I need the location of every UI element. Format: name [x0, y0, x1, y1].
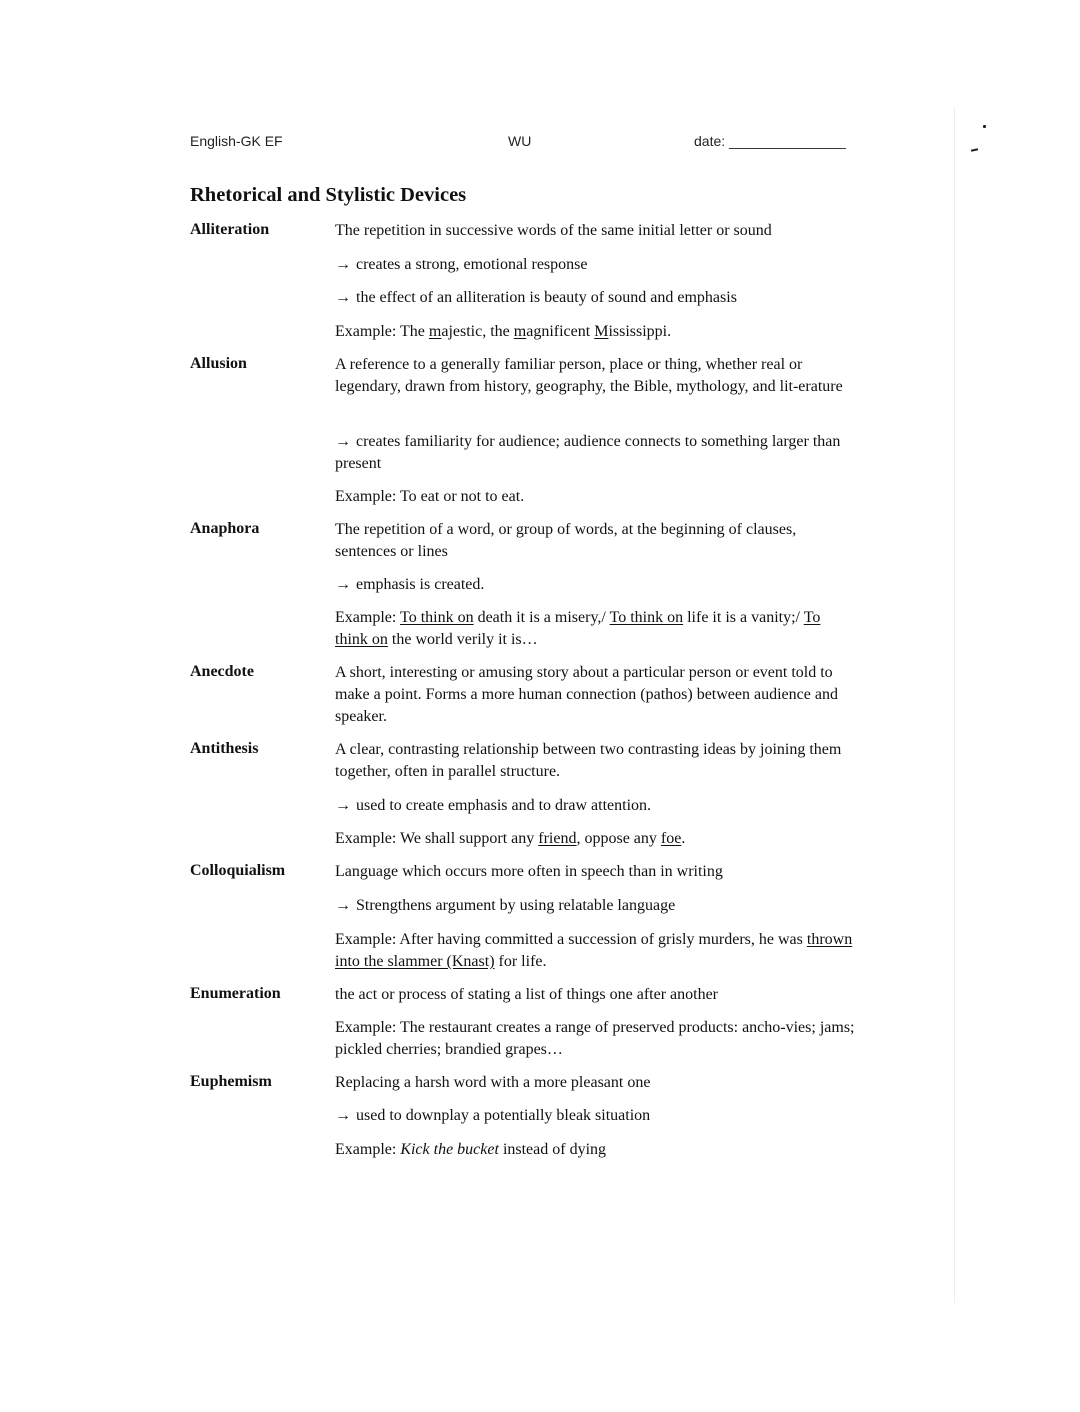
- term-alliteration: Alliteration: [190, 221, 270, 238]
- date-label: date:: [694, 133, 726, 149]
- allusion-definition: A reference to a generally familiar person, place or thing, whether real or legendary, drawn from history, geography, the Bible, mythology, and lit-erature: [335, 356, 843, 395]
- date-blank: _______________: [729, 133, 846, 149]
- alliteration-effect-1: → creates a strong, emotional response: [335, 256, 588, 273]
- euphemism-effect: → used to downplay a potentially bleak situation: [335, 1107, 651, 1124]
- euphemism-definition: Replacing a harsh word with a more pleasant one: [335, 1074, 651, 1091]
- arrow-icon: →: [335, 797, 351, 814]
- scan-mark: [971, 148, 978, 151]
- colloquialism-definition: Language which occurs more often in speech than in writing: [335, 863, 723, 880]
- arrow-icon: →: [335, 289, 351, 306]
- euphemism-example: Example: Kick the bucket instead of dying: [335, 1141, 607, 1158]
- anaphora-example: Example: To think on death it is a misery,/ To think on life it is a vanity;/ To think on the world verily it is…: [335, 609, 821, 648]
- anaphora-definition: The repetition of a word, or group of words, at the beginning of clauses, sentences or lines: [335, 521, 797, 560]
- term-euphemism: Euphemism: [190, 1073, 272, 1090]
- header-center: WU: [508, 133, 532, 149]
- arrow-icon: →: [335, 897, 351, 914]
- antithesis-effect: → used to create emphasis and to draw attention.: [335, 797, 652, 814]
- scan-mark: [983, 125, 986, 128]
- allusion-example: Example: To eat or not to eat.: [335, 488, 525, 505]
- arrow-icon: →: [335, 1107, 351, 1124]
- colloquialism-effect: → Strengthens argument by using relatable language: [335, 897, 676, 914]
- arrow-icon: →: [335, 576, 351, 593]
- page-title: Rhetorical and Stylistic Devices: [190, 184, 467, 206]
- anecdote-definition: A short, interesting or amusing story about a particular person or event told to make a point. Forms a more human connection (pathos) between audience and speaker.: [335, 664, 838, 725]
- antithesis-definition: A clear, contrasting relationship between two contrasting ideas by joining them together, often in parallel structure.: [335, 741, 842, 780]
- alliteration-effect-2: → the effect of an alliteration is beauty of sound and emphasis: [335, 289, 737, 306]
- header-course: English-GK EF: [190, 133, 283, 149]
- arrow-icon: →: [335, 256, 351, 273]
- antithesis-example: Example: We shall support any friend, oppose any foe.: [335, 830, 686, 847]
- alliteration-example: Example: The majestic, the magnificent Mississippi.: [335, 323, 672, 340]
- term-colloquialism: Colloquialism: [190, 862, 286, 879]
- header-date: [694, 133, 846, 149]
- page-edge-line: [954, 108, 955, 1303]
- term-anaphora: Anaphora: [190, 520, 260, 537]
- term-allusion: Allusion: [190, 355, 247, 372]
- colloquialism-example: Example: After having committed a succession of grisly murders, he was thrown into the slammer (Knast) for life.: [335, 931, 853, 970]
- allusion-effect: → creates familiarity for audience; audience connects to something larger than present: [335, 433, 841, 472]
- term-antithesis: Antithesis: [190, 740, 259, 757]
- enumeration-example: Example: The restaurant creates a range of preserved products: ancho-vies; jams; pickled cherries; brandied grapes…: [335, 1019, 855, 1058]
- arrow-icon: →: [335, 433, 351, 450]
- anaphora-effect: → emphasis is created.: [335, 576, 485, 593]
- alliteration-definition: The repetition in successive words of the same initial letter or sound: [335, 222, 772, 239]
- enumeration-definition: the act or process of stating a list of things one after another: [335, 986, 718, 1003]
- term-enumeration: Enumeration: [190, 985, 281, 1002]
- term-anecdote: Anecdote: [190, 663, 254, 680]
